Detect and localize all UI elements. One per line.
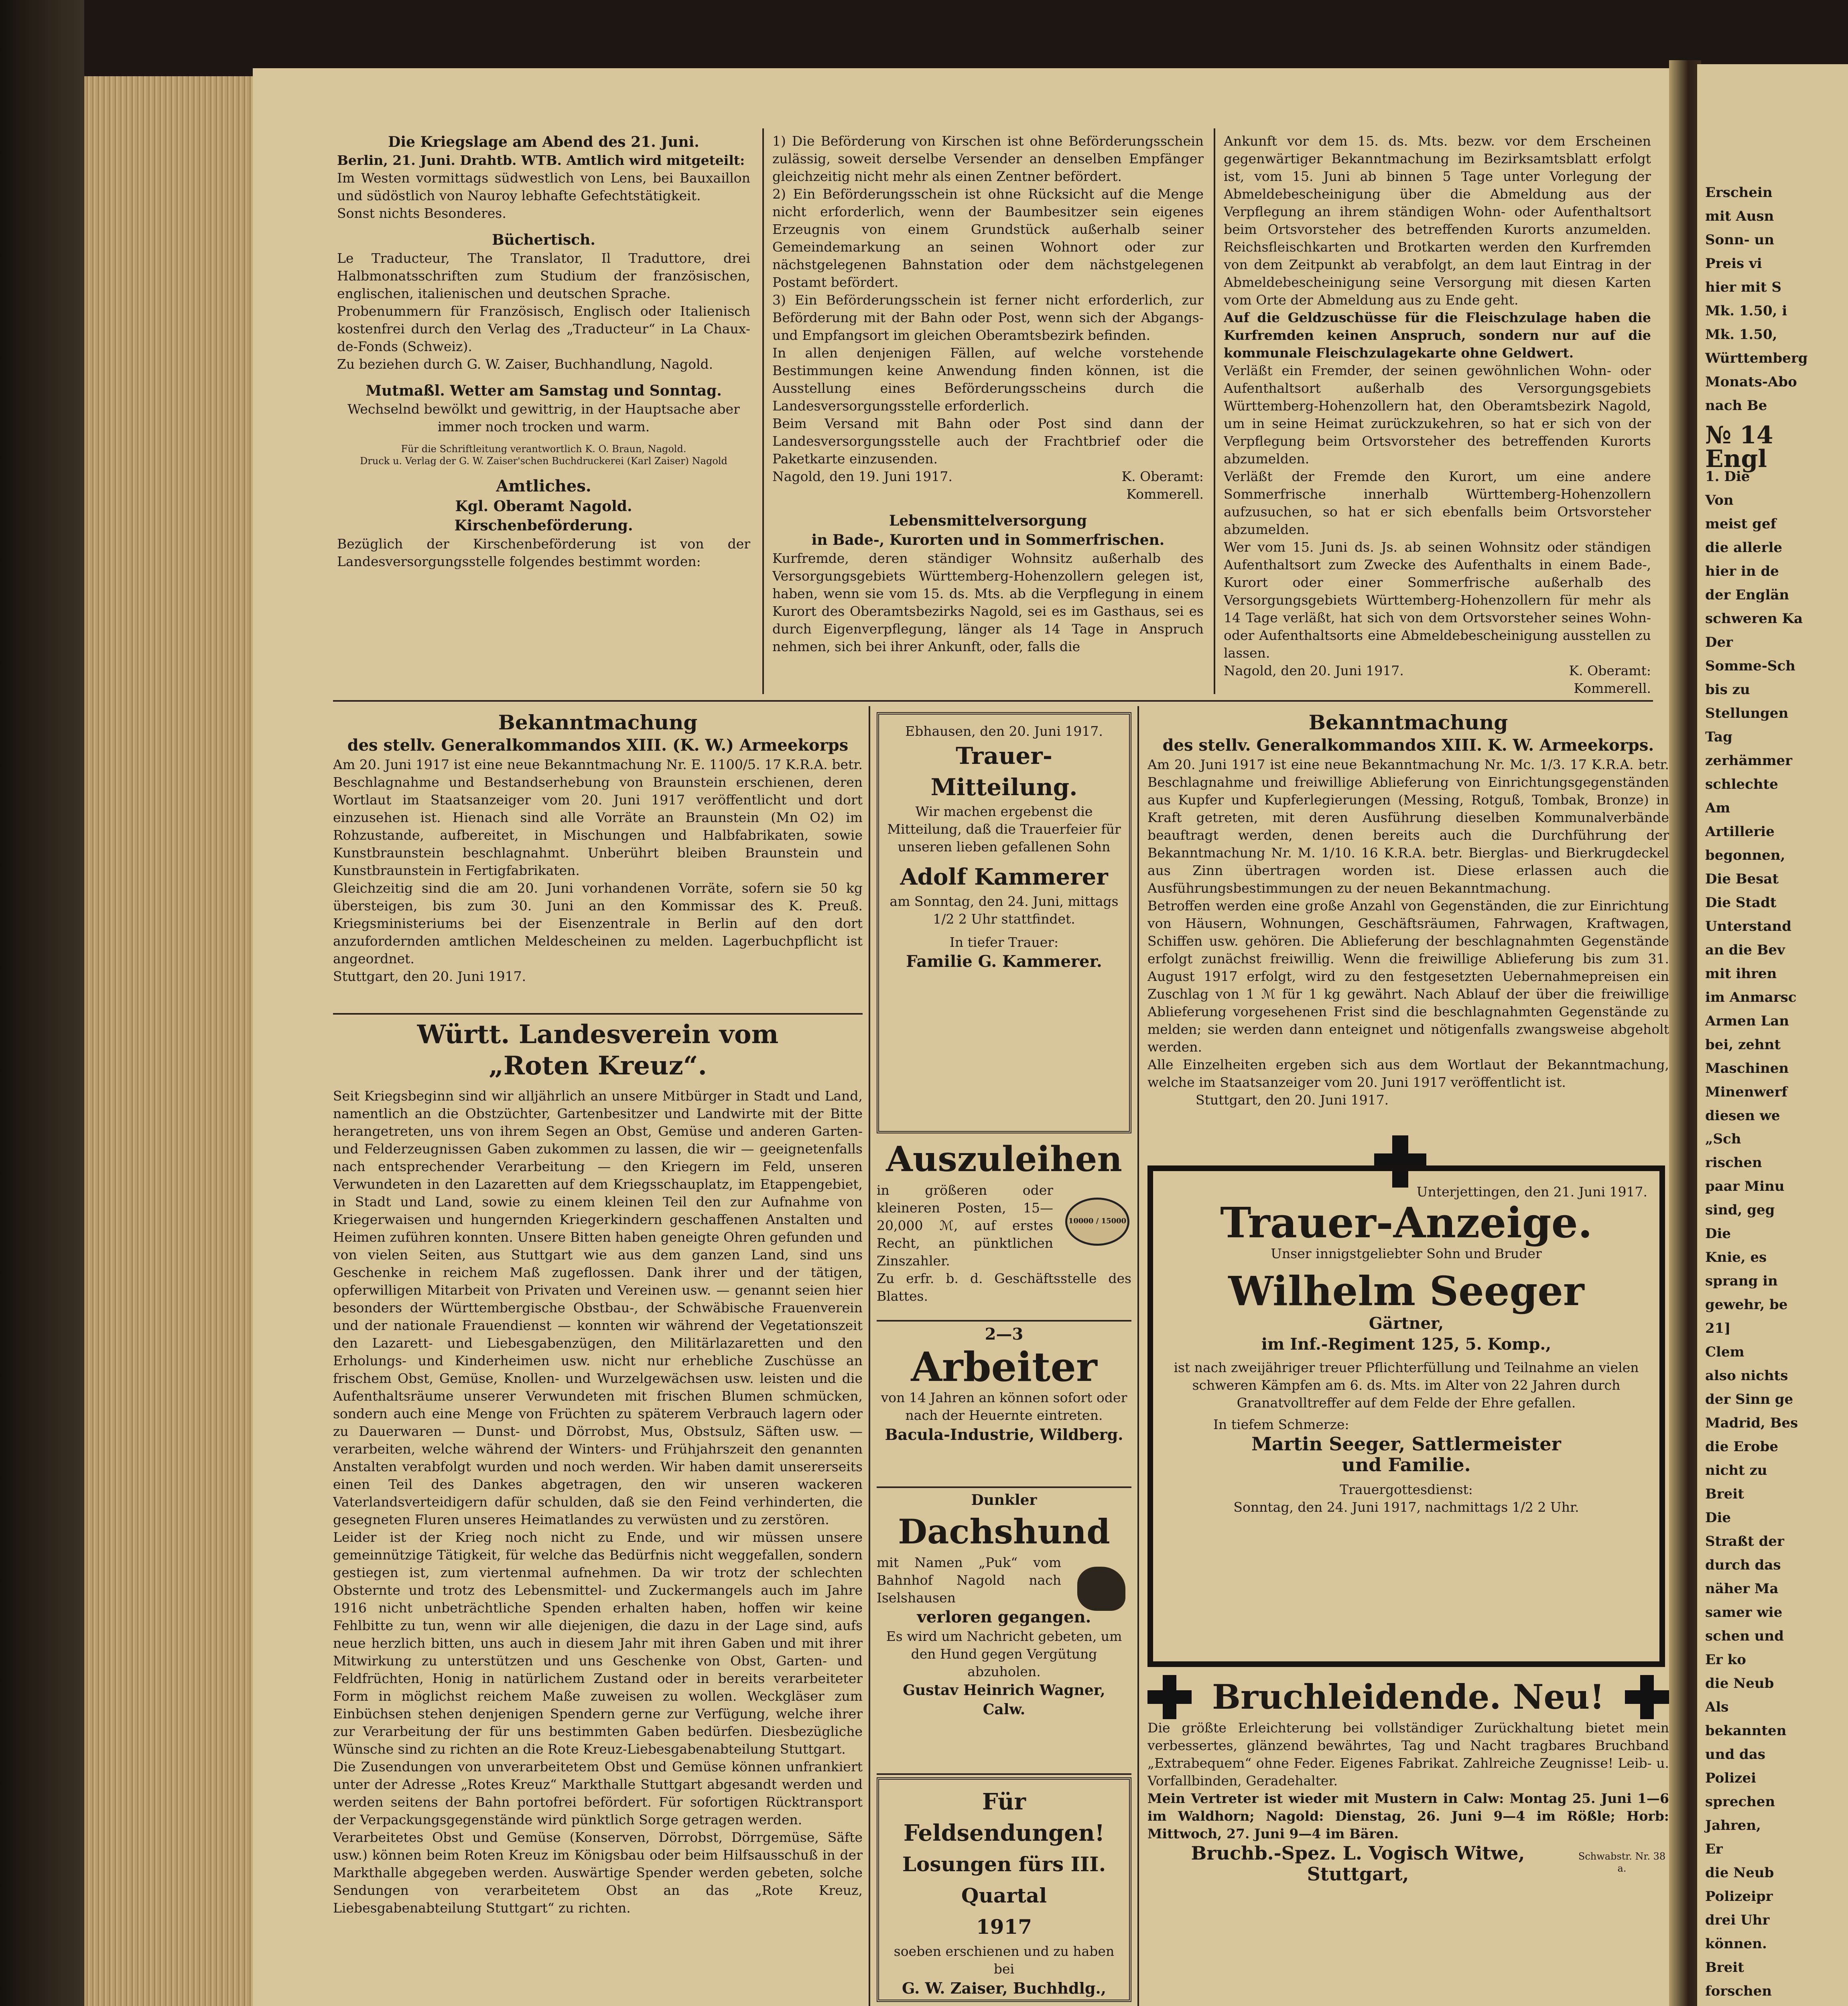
mourning-text: ist nach zweijähriger treuer Pflichterfüllung und Teilnahme an vielen schweren Kämpfen am 6. ds. Mts. im Alter von 22 Jahren durch Granatvolltreffer auf dem Felde der Ehre gefallen. — [1174, 1360, 1639, 1411]
workers-heading: Arbeiter — [911, 1343, 1097, 1391]
right-page-line: die Erobe — [1705, 1439, 1779, 1455]
right-page-line: Knie, es — [1705, 1249, 1767, 1266]
deceased-name: Adolf Kammerer — [900, 864, 1108, 890]
notice-sign: Stuttgart, den 20. Juni 1917. — [333, 968, 526, 984]
book-spine — [0, 0, 84, 2006]
notice-left — [333, 710, 863, 1011]
notice-text: Am 20. Juni 1917 ist eine neue Bekanntmachung Nr. E. 1100/5. 17 K.R.A. betr. Beschlagnahme und Bestandserhebung von Braunstein erschienen, deren Wortlaut im Staatsanzeiger vom 20. Juni 1917 veröffentlicht und dort einzusehen ist. Hienach sind alle Vorräte an Braunstein (Mn O2) im Rohzustande, aufbereitet, in Mischungen und Halbfabrikaten, sowie Kunstbraunstein beschlagnahmt. Unberührt bleiben Braunstein und Kunstbraunstein in Fertigfabrikaten. — [333, 757, 863, 878]
right-page-line: rischen — [1705, 1155, 1762, 1171]
workers-company: Bacula-Industrie, Wildberg. — [885, 1425, 1123, 1444]
money-bag-icon: 10000 / 15000 — [1065, 1198, 1129, 1246]
sign-office: K. Oberamt: — [1121, 469, 1204, 484]
dog-text: mit Namen „Puk“ vom Bahnhof Nagold nach Iselshausen — [877, 1555, 1061, 1606]
war-text: Im Westen vormittags südwestlich von Lens, bei Bauxaillon und südöstlich von Nauroy lebhafte Gefechtstätigkeit. — [337, 170, 750, 203]
food-text-5: Wer vom 15. Juni ds. Js. ab seinen Wohnsitz oder ständigen Aufenthaltsort zum Zwecke des Aufenthalts in einem Bade-, Kurort oder einer Sommerfrische außerhalb des Versorgungsgebiets Württemberg-Hohenzollern für mehr als 14 Tage verläßt, hat sich von dem Ortsvorsteher seines Wohn- oder Aufenthaltsorts eine Abmeldebescheinigung ausstellen zu lassen. — [1224, 539, 1651, 661]
right-page-line: 1. Die — [1705, 468, 1750, 485]
books-text-3: Zu beziehen durch G. W. Zaiser, Buchhandlung, Nagold. — [337, 356, 713, 372]
mourning-family: Martin Seeger, Sattlermeister — [1251, 1433, 1561, 1455]
field-year: 1917 — [976, 1915, 1032, 1939]
right-page-line: Die Stadt — [1705, 894, 1777, 911]
hernia-text-2: Mein Vertreter ist wieder mit Mustern in Calw: Montag 25. Juni 1—6 im Waldhorn; Nagold: Dienstag, 26. Juni 9—4 im Rößle; Horb: Mittwoch, 27. Juni 9—4 im Bären. — [1147, 1791, 1669, 1842]
right-page-line: schweren Ka — [1705, 610, 1803, 627]
right-page-line: schen und — [1705, 1628, 1784, 1645]
notice-subheading: des stellv. Generalkommandos XIII. K. W. Armeekorps. — [1162, 736, 1654, 755]
right-page-line: der Sinn ge — [1705, 1391, 1793, 1408]
mourning-family: Familie G. Kammerer. — [906, 952, 1102, 971]
dog-color: Dunkler — [971, 1492, 1037, 1509]
loan-contact: Zu erfr. b. d. Geschäftsstelle des Blattes. — [877, 1271, 1131, 1304]
hernia-address: Schwabstr. Nr. 38 a. — [1578, 1851, 1666, 1874]
books-text: Le Traducteur, The Translator, Il Traduttore, drei Halbmonatsschriften zum Studium der französischen, englischen, italienischen und deutschen Sprache. — [337, 250, 750, 301]
right-page-line: Mk. 1.50, — [1705, 326, 1777, 343]
mourning-date: am Sonntag, den 24. Juni, mittags 1/2 2 Uhr stattfindet. — [889, 893, 1119, 927]
deceased-profession: Gärtner, — [1369, 1314, 1444, 1333]
food-heading: Lebensmittelversorgung — [889, 512, 1087, 529]
sign-office: K. Oberamt: — [1569, 663, 1651, 678]
right-page-line: Er — [1705, 1841, 1723, 1858]
mourning-place: Ebhausen, den 20. Juni 1917. — [905, 723, 1103, 739]
notice-subheading: des stellv. Generalkommandos XIII. (K. W.) Armeekorps — [347, 736, 849, 755]
section-divider — [333, 700, 1653, 702]
red-cross-article — [333, 1019, 863, 2006]
field-heading: Für Feldsendungen! — [903, 1789, 1105, 1846]
sign-place: Nagold, den 19. Juni 1917. — [772, 469, 952, 484]
right-page-line: drei Uhr — [1705, 1912, 1770, 1929]
right-page-line: Die Besat — [1705, 871, 1779, 887]
field-seller: G. W. Zaiser, Buchhdlg., — [902, 1979, 1107, 1997]
mourning-notice-kammerer — [877, 712, 1131, 1133]
dog-ask: Es wird um Nachricht gebeten, um den Hund gegen Vergütung abzuholen. — [886, 1628, 1122, 1679]
sign-name: Kommerell. — [1126, 486, 1204, 502]
cherry-rule-3: 3) Ein Beförderungsschein ist ferner nicht erforderlich, zur Beförderung mit der Bahn oder Post, wenn sich der Abgangs- und Empfangsort im gleichen Oberamtsbezirk befinden. — [772, 292, 1204, 343]
war-heading: Die Kriegslage am Abend des 21. Juni. — [388, 134, 699, 150]
dog-city: Calw. — [983, 1701, 1026, 1718]
workers-text: von 14 Jahren an können sofort oder nach der Heuernte eintreten. — [881, 1390, 1127, 1423]
loan-ad — [877, 1137, 1131, 1318]
right-page-line: meist gef — [1705, 516, 1777, 532]
notice-heading: Bekanntmachung — [1308, 711, 1508, 734]
right-page-line: Preis vi — [1705, 255, 1762, 272]
right-page-line: „Sch — [1705, 1131, 1741, 1147]
right-page-line: Breit — [1705, 1486, 1744, 1502]
right-page-line: samer wie — [1705, 1604, 1783, 1621]
right-page-line: Am — [1705, 800, 1730, 816]
war-dateline: Berlin, 21. Juni. Drahtb. WTB. Amtlich wird mitgeteilt: — [337, 152, 745, 168]
right-page-line: Somme-Sch — [1705, 658, 1795, 674]
right-page-line: gewehr, be — [1705, 1297, 1788, 1313]
red-cross-text-4: Verarbeitetes Obst und Gemüse (Konserven, Dörrobst, Dörrgemüse, Säfte usw.) können beim Roten Kreuz im Königsbau oder beim Hilfsausschuß in der Markthalle abgegeben werden. Auswärtige Spender werden gebeten, solche Sendungen von verarbeitetem Obst an das „Rote Kreuz, Liebesgabenabteilung Stuttgart“ zu richten. — [333, 1829, 863, 1916]
cherry-rule-2: 2) Ein Beförderungsschein ist ohne Rücksicht auf die Menge nicht erforderlich, wenn der Baumbesitzer sein eigenes Erzeugnis von einem Grundstück außerhalb seiner Gemeindemarkung an seinen Wohnort oder zur nächstgelegenen Bahnstation oder dem nächstgelegenen Postamt befördert. — [772, 186, 1204, 290]
column-rule — [869, 706, 870, 2006]
food-text: Kurfremde, deren ständiger Wohnsitz außerhalb des Versorgungsgebiets Württemberg-Hohenzollern gelegen ist, haben, wenn sie vom 15. ds. Mts. ab die Verpflegung in einem Kurort des Oberamtsbezirks Nagold, sei es im Gasthaus, sei es durch Eigenverpflegung, länger als 14 Tage in Anspruch nehmen, sich bei ihrer Ankunft, oder, falls die — [772, 550, 1204, 654]
right-page-line: Tag — [1705, 729, 1732, 745]
right-page-line: nicht zu — [1705, 1462, 1767, 1479]
workers-count: 2—3 — [985, 1325, 1024, 1344]
mourning-grief: In tiefer Trauer: — [949, 934, 1059, 950]
book-gutter — [1669, 60, 1701, 2006]
top-column-3 — [1224, 132, 1651, 694]
right-page-line: Die — [1705, 1226, 1731, 1242]
hernia-ad — [1147, 1675, 1669, 2006]
lost-dog-ad — [877, 1490, 1131, 1771]
right-page-line: an die Bev — [1705, 942, 1785, 958]
mourning-heading: Trauer-Mitteilung. — [930, 742, 1078, 801]
loan-text: in größeren oder kleineren Posten, 15—20,000 ℳ, auf erstes Recht, an pünktlichen Zinszahler. — [877, 1182, 1053, 1269]
sign-name: Kommerell. — [1574, 680, 1651, 694]
right-page-line: mit ihren — [1705, 965, 1777, 982]
right-page-line: sprechen — [1705, 1794, 1775, 1810]
right-page-line: also nichts — [1705, 1368, 1788, 1384]
right-page-line: schlechte — [1705, 776, 1778, 792]
red-cross-text: Seit Kriegsbeginn sind wir alljährlich an unsere Mitbürger in Stadt und Land, namentlich an die Obstzüchter, Gartenbesitzer und Landwirte mit der Bitte herangetreten, uns von ihrem Segen an Obst, Gemüse und anderen Garten- und Felderzeugnissen Gaben zukommen zu lassen, die wir — geeignetenfalls nach entsprechender Verarbeitung — den Kriegern im Feld, unseren Verwundeten in den Lazaretten auf dem Kriegsschauplatz, im Etappengebiet, in Stadt und Land, sowie zu einem kleinen Teil den zur Aufnahme von Kriegerwaisen und hungernden Kriegerkindern geschaffenen Anstalten und Heimen zuführen konnten. Unsere Bitten haben geneigte Ohren gefunden und von vielen Seiten, aus Stuttgart wie aus dem ganzen Land, sind uns Geschenke in reichem Maß zugeflossen. Dank ihrer und der tätigen, opferwilligen Mitarbeit von Privaten und Vereinen usw. — genannt seien hier besonders der Württembergische Obstbau-, der Schwäbische Frauenverein und der nationale Frauendienst — konnten wir während der Vegetationszeit den Lazarett- und Liebesgabenzügen, den Militärlazaretten und den Erholungs- und Kinderheimen usw. nicht nur erhebliche Zuschüsse an frischem Obst, Gemüse, Knollen- und Wurzelgewächsen usw. leisten und die Aufenthaltsräume unserer Verwundeten mit frischen Blumen schmücken, sondern auch eine Menge von Früchten zu späterem Verbrauch lagern oder zu Dauerwaren — Dunst- und Dörrobst, Mus, Obstsulz, Säften usw. — verarbeiten, welche während der Winters- und Frühjahrszeit den genannten Anstalten verabfolgt wurden und noch werden. Wir haben damit unsererseits einen Teil des Dankes abgetragen, den wir unseren wackeren Vaterlandsverteidigern dafür schulden, daß sie den Feind verhinderten, die gesegneten Fluren unseres Heimatlandes zu verwüsten und zu zerstören. — [333, 1088, 863, 1527]
right-page-line: Mk. 1.50, i — [1705, 303, 1787, 319]
notice-sign: Stuttgart, den 20. Juni 1917. — [1196, 1092, 1389, 1108]
right-page-line: diesen we — [1705, 1107, 1780, 1124]
right-page-line: paar Minu — [1705, 1178, 1785, 1195]
section-divider — [333, 1013, 863, 1015]
mourning-family-2: und Familie. — [1342, 1454, 1471, 1476]
field-mail-ad — [877, 1777, 1131, 2002]
hernia-heading: Bruchleidende. Neu! — [1212, 1677, 1604, 1717]
official-office: Kgl. Oberamt Nagold. — [455, 498, 632, 515]
column-rule — [762, 128, 764, 694]
column-rule — [1137, 706, 1139, 2006]
right-page-line: Die — [1705, 1510, 1731, 1526]
workers-ad — [877, 1324, 1131, 1484]
signature-row — [772, 468, 1204, 485]
top-column-1 — [337, 132, 750, 686]
cherry-rule-1: 1) Die Beförderung von Kirschen ist ohne Beförderungsschein zulässig, soweit derselbe Versender an denselben Empfänger gleichzeitig nicht mehr als einen Zentner befördert. — [772, 133, 1204, 184]
food-bold-note: Auf die Geldzuschüsse für die Fleischzulage haben die Kurfremden keinen Anspruch, sondern nur auf die kommunale Fleischzulagekarte ohne Geldwert. — [1224, 310, 1651, 361]
section-divider — [877, 1773, 1131, 1775]
right-page-line: 21] — [1705, 1320, 1731, 1337]
right-page-line: bei, zehnt — [1705, 1036, 1781, 1053]
right-page-line: № 14 — [1705, 421, 1773, 449]
right-page-line: die Neub — [1705, 1865, 1774, 1881]
right-page-line: bis zu — [1705, 681, 1750, 698]
mourning-place: Unterjettingen, den 21. Juni 1917. — [1416, 1184, 1647, 1200]
hernia-footer: Bruchb.-Spez. L. Vogisch Witwe, Stuttgart, — [1191, 1842, 1525, 1885]
red-cross-heading-2: „Roten Kreuz“. — [489, 1051, 707, 1081]
section-divider — [877, 1320, 1131, 1322]
notice-text-2: Betroffen werden eine große Anzahl von Gegenständen, die zur Einrichtung von Häusern, Wohnungen, Geschäftsräumen, Fahrwagen, Kraftwagen, Schiffen usw. gehören. Die Ablieferung der beschlagnahmten Gegenstände erfolgt zunächst freiwillig. Wenn die freiwillige Ablieferung bis zum 31. August 1917 erfolgt, wird zu den festgesetzten Uebernahmepreisen ein Zuschlag von 1 ℳ für 1 kg gewährt. Nach Ablauf der über die freiwillige Ablieferung vorgesehenen Frist sind die beschlagnahmten Gegenstände zu melden; sie werden dann enteignet und nötigenfalls zwangsweise abgeholt werden. — [1147, 898, 1669, 1055]
imprint-line-1: Für die Schriftleitung verantwortlich K. O. Braun, Nagold. — [401, 443, 686, 455]
right-page-line: die Neub — [1705, 1675, 1774, 1692]
right-page-line: im Anmarsc — [1705, 989, 1797, 1005]
cross-icon — [1625, 1675, 1669, 1719]
imprint-line-2: Druck u. Verlag der G. W. Zaiser'schen Buchdruckerei (Karl Zaiser) Nagold — [360, 455, 727, 467]
right-page-line: sprang in — [1705, 1273, 1778, 1289]
signature-row — [1224, 662, 1651, 680]
weather-heading: Mutmaßl. Wetter am Samstag und Sonntag. — [366, 382, 722, 399]
right-page-line: Er ko — [1705, 1652, 1746, 1668]
notice-text-2: Gleichzeitig sind die am 20. Juni vorhandenen Vorräte, sofern sie 50 kg übersteigen, bis zum 30. Juni an den Kommissar des K. Preuß. Kriegsministeriums bei der Eisenzentrale in Berlin auf den dort anzufordernden amtlichen Meldescheinen zu melden. Lagerbuchpflicht ist angeordnet. — [333, 880, 863, 966]
red-cross-text-2: Leider ist der Krieg noch nicht zu Ende, und wir müssen unsere gemeinnützige Tätigkeit, für welche das Bedürfnis nicht weggefallen, sondern gestiegen ist, zum viertenmal aufnehmen. Da wir trotz der schlechten Obsternte und trotz des Lebensmittel- und Zuckermangels auch im Jahre 1916 nicht unbeträchtliche Spenden erhalten haben, hoffen wir keine Fehlbitte zu tun, wenn wir alle diejenigen, die dazu in der Lage sind, aufs neue herzlich bitten, uns auch in diesem Jahr mit ihren Gaben und mit ihrer Mitwirkung zu unterstützen und uns Geschenke von Obst, Garten- und Feldfrüchten, Honig in natürlichem Zustand oder in bereits verarbeiteter Form in möglichst reichem Maße zuweisen zu wollen. Weckgläser zum Einbüchsen stehen denjenigen Spendern gerne zur Verfügung, welche ihrer zur Verarbeitung der für uns bestimmten Gaben bedürfen. Diesbezügliche Wünsche sind zu richten an die Rote Kreuz-Liebesgabenabteilung Stuttgart. — [333, 1529, 863, 1757]
right-page-line: Von — [1705, 492, 1734, 508]
notice-text: Am 20. Juni 1917 ist eine neue Bekanntmachung Nr. Mc. 1/3. 17 K.R.A. betr. Beschlagnahme und freiwillige Ablieferung von Einrichtungsgegenständen aus Kupfer und Kupferlegierungen (Messing, Rotguß, Tombak, Bronze) in Kraft getreten, mit deren Ausführung dieselben Kommunalverbände beauftragt werden, denen bereits auch die Durchführung der Bekanntmachung Nr. M. 1/10. 16 K.R.A. betr. Bierglas- und Bierkrugdeckel aus Zinn übertragen worden ist. Diese erlassen auch die Ausführungsbestimmungen zu der neuen Bekanntmachung. — [1147, 757, 1669, 896]
right-page-line: Sonn- un — [1705, 231, 1775, 248]
mourning-intro: Unser innigstgeliebter Sohn und Bruder — [1271, 1246, 1542, 1261]
mourning-heading: Trauer-Anzeige. — [1220, 1198, 1592, 1247]
column-rule — [1214, 128, 1215, 694]
right-page-line: Maschinen — [1705, 1060, 1789, 1076]
right-page-line: bekannten — [1705, 1723, 1787, 1739]
right-page-line: und das — [1705, 1746, 1765, 1763]
dog-owner: Gustav Heinrich Wagner, — [903, 1682, 1105, 1699]
books-text-2: Probenummern für Französisch, Englisch oder Italienisch kostenfrei durch den Verlag des „Traducteur“ in La Chaux-de-Fonds (Schweiz). — [337, 303, 750, 354]
field-text: soeben erschienen und zu haben bei — [894, 1943, 1115, 1977]
right-page-line: forschen — [1705, 1983, 1772, 2000]
right-page-line: begonnen, — [1705, 847, 1785, 863]
red-cross-heading: Württ. Landesverein vom — [417, 1019, 779, 1050]
right-page-line: Engl — [1705, 445, 1767, 473]
right-page-line: Minenwerf — [1705, 1084, 1788, 1100]
right-page — [1697, 64, 1848, 2006]
right-page-line: Der — [1705, 634, 1733, 650]
right-page-line: Unterstand — [1705, 918, 1791, 934]
top-column-2 — [772, 132, 1204, 694]
war-text-2: Sonst nichts Besonderes. — [337, 205, 506, 221]
section-divider — [877, 1486, 1131, 1488]
dachshund-icon — [1077, 1567, 1125, 1611]
deceased-name: Wilhelm Seeger — [1228, 1267, 1584, 1315]
right-page-line: hier in de — [1705, 563, 1779, 579]
notice-text-3: Alle Einzelheiten ergeben sich aus dem Wortlaut der Bekanntmachung, welche im Staatsanzeiger vom 20. Juni 1917 veröffentlicht ist. — [1147, 1057, 1669, 1090]
sign-place: Nagold, den 20. Juni 1917. — [1224, 663, 1404, 678]
right-page-line: Clem — [1705, 1344, 1744, 1360]
right-page-line: Als — [1705, 1699, 1729, 1716]
page-edges — [84, 76, 257, 2006]
right-page-line: Erschein — [1705, 185, 1773, 201]
cross-icon — [1147, 1675, 1192, 1719]
dog-lost: verloren gegangen. — [917, 1608, 1091, 1626]
right-page-line: hier mit S — [1705, 279, 1782, 295]
official-heading: Amtliches. — [496, 477, 591, 495]
right-page-line: mit Ausn — [1705, 208, 1774, 224]
right-page-line: zerhämmer — [1705, 752, 1793, 769]
loan-heading: Auszuleihen — [886, 1139, 1122, 1180]
right-page-line: sind, geg — [1705, 1202, 1775, 1218]
cherry-rule-5: Beim Versand mit Bahn oder Post sind dann der Landesversorgungsstelle auch der Frachtbrief oder die Paketkarte einzusenden. — [772, 416, 1204, 467]
right-page-line: können. — [1705, 1936, 1767, 1952]
right-page-line: Artillerie — [1705, 823, 1775, 840]
mourning-text: Wir machen ergebenst die Mitteilung, daß die Trauerfeier für unseren lieben gefallenen Sohn — [887, 804, 1121, 855]
right-page-line: näher Ma — [1705, 1581, 1779, 1597]
food-text-4: Verläßt der Fremde den Kurort, um eine andere Sommerfrische innerhalb Württemberg-Hohenzollern aufzusuchen, so hat er sich ebenfalls beim Ortsvorsteher abzumelden. — [1224, 469, 1651, 537]
right-page-line: der Englän — [1705, 587, 1789, 603]
right-page-line: Straßt der — [1705, 1533, 1784, 1550]
mourning-notice-seeger — [1147, 1165, 1665, 1667]
red-cross-text-3: Die Zusendungen von unverarbeitetem Obst und Gemüse können unfrankiert unter der Adresse „Rotes Kreuz“ Markthalle Stuttgart abgesandt werden und werden seitens der Bahn portofrei befördert. Für sofortigen Rücktransport der Verpackungsgegenstände wird pünktlich Sorge getragen werden. — [333, 1759, 863, 1827]
right-page-line: Württemberg — [1705, 350, 1808, 366]
notice-right — [1147, 710, 1669, 1131]
right-page-line: nach Be — [1705, 397, 1767, 414]
weather-text: Wechselnd bewölkt und gewittrig, in der Hauptsache aber immer noch trocken und warm. — [347, 401, 740, 434]
right-page-line: Armen Lan — [1705, 1013, 1789, 1029]
right-page-line: Madrid, Bes — [1705, 1415, 1798, 1431]
right-page-line: die allerle — [1705, 539, 1783, 556]
mourning-grief: In tiefem Schmerze: — [1213, 1417, 1349, 1432]
right-page-line: Jahren, — [1705, 1817, 1761, 1834]
notice-heading: Bekanntmachung — [498, 711, 698, 734]
dog-heading: Dachshund — [898, 1512, 1110, 1551]
service-label: Trauergottesdienst: — [1340, 1482, 1473, 1497]
books-heading: Büchertisch. — [492, 231, 595, 248]
hernia-text: Die größte Erleichterung bei vollständiger Zurückhaltung bietet mein verbessertes, glänzend bewährtes, Tag und Nacht tragbares Bruchband „Extrabequem“ ohne Feder. Eigenes Fabrikat. Zahlreiche Zeugnisse! Leib- u. Vorfallbinden, Geradehalter. — [1147, 1720, 1669, 1789]
deceased-unit: im Inf.-Regiment 125, 5. Komp., — [1261, 1335, 1552, 1354]
cherry-heading: Kirschenbeförderung. — [454, 517, 633, 534]
right-page-line: Stellungen — [1705, 705, 1789, 721]
service-time: Sonntag, den 24. Juni 1917, nachmittags 1/2 2 Uhr. — [1233, 1499, 1579, 1515]
field-subheading: Losungen fürs III. Quartal — [902, 1852, 1106, 1907]
food-text-3: Verläßt ein Fremder, der seinen gewöhnlichen Wohn- oder Aufenthaltsort außerhalb des Versorgungsgebiets Württemberg-Hohenzollern hat, den Oberamtsbezirk Nagold, um in seine Heimat zurückzukehren, so hat er sich von der Verpflegung beim Ortsvorsteher des betreffenden Kurorts abzumelden. — [1224, 363, 1651, 467]
right-page-line: Breit — [1705, 1959, 1744, 1976]
right-page-line: Polizeipr — [1705, 1888, 1773, 1905]
right-page-line: durch das — [1705, 1557, 1781, 1574]
cherry-intro: Bezüglich der Kirschenbeförderung ist von der Landesversorgungsstelle folgendes bestimmt worden: — [337, 536, 750, 569]
right-page-line: Polizei — [1705, 1770, 1757, 1787]
food-text-cont: Ankunft vor dem 15. ds. Mts. bezw. vor dem Erscheinen gegenwärtiger Bekanntmachung im Bezirksamtsblatt erfolgt ist, vom 15. Juni ab binnen 5 Tage unter Vorlegung der Abmeldebescheinigung über die Abmeldung aus der Verpflegung an ihrem ständigen Wohn- oder Aufenthaltsort beim Ortsvorsteher des betreffenden Kurorts anzumelden. Reichsfleischkarten und Brotkarten werden den Kurfremden von dem Zeitpunkt ab verabfolgt, an dem laut Eintrag in der Abmeldebescheinigung seine Versorgung mit diesen Karten vom Orte der Abmeldung aus zu Ende geht. — [1224, 133, 1651, 308]
cherry-rule-4: In allen denjenigen Fällen, auf welche vorstehende Bestimmungen keine Anwendung finden können, ist die Ausstellung eines Beförderungsscheins durch die Landesversorgungsstelle erforderlich. — [772, 345, 1204, 414]
right-page-line: Monats-Abo — [1705, 374, 1797, 390]
food-subheading: in Bade-, Kurorten und in Sommerfrischen. — [811, 532, 1165, 548]
